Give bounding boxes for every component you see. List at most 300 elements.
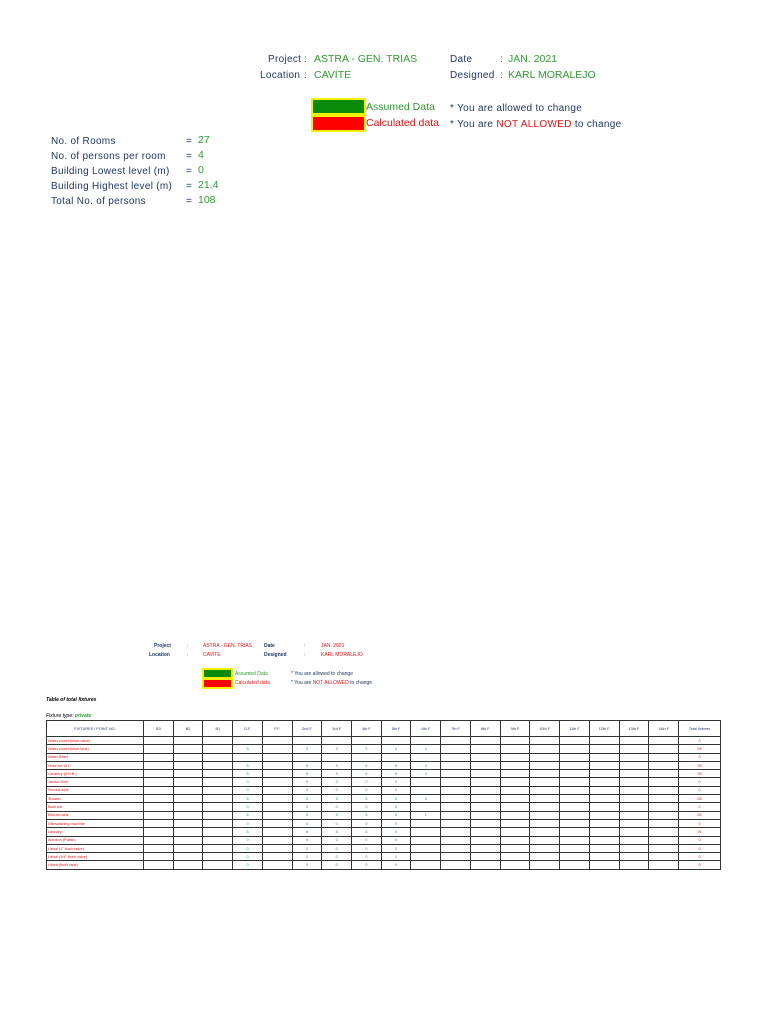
date-value: JAN. 2021 (508, 53, 558, 65)
table-cell (144, 861, 174, 869)
table-cell (173, 861, 203, 869)
table-cell (173, 811, 203, 819)
table-cell: 5 (352, 770, 382, 778)
table-cell (173, 803, 203, 811)
assumed-label: Assumed Data (366, 101, 435, 113)
table-cell (470, 853, 500, 861)
table-cell: 0 (322, 786, 352, 794)
table-cell (589, 786, 619, 794)
date-label-small: Date (264, 643, 275, 649)
table-cell (589, 819, 619, 827)
table-cell: 0 (292, 803, 322, 811)
table-cell (500, 786, 530, 794)
table-cell (441, 761, 471, 769)
table-cell (470, 844, 500, 852)
calculated-label-small: Calculated data (235, 680, 270, 686)
table-cell (203, 844, 233, 852)
table-cell: 3 (411, 770, 441, 778)
table-cell (649, 853, 679, 861)
location-label: Location (260, 70, 301, 81)
table-row (47, 853, 721, 861)
param-eq: = (186, 136, 193, 147)
table-cell (649, 737, 679, 745)
table-cell (560, 745, 590, 753)
table-cell (233, 753, 263, 761)
column-header: 5th F (381, 721, 411, 737)
table-cell (619, 786, 649, 794)
table-cell (530, 803, 560, 811)
table-cell (560, 844, 590, 852)
table-cell (530, 761, 560, 769)
table-cell (203, 737, 233, 745)
table-cell: 0 (381, 844, 411, 852)
table-cell (619, 811, 649, 819)
table-cell (649, 803, 679, 811)
table-cell (530, 853, 560, 861)
location-label-small: Location (149, 652, 170, 658)
param-value: 27 (198, 134, 210, 146)
total-cell: 0 (679, 786, 721, 794)
table-cell (470, 836, 500, 844)
table-cell: 5 (322, 761, 352, 769)
param-eq: = (186, 166, 193, 177)
table-cell (441, 786, 471, 794)
table-cell (233, 737, 263, 745)
table-cell: 0 (381, 853, 411, 861)
table-cell (500, 737, 530, 745)
table-cell (649, 786, 679, 794)
param-label: No. of Rooms (51, 136, 116, 147)
table-cell: 0 (352, 861, 382, 869)
table-cell (411, 778, 441, 786)
param-label: Total No. of persons (51, 196, 146, 207)
fixture-name: Service sink (47, 786, 144, 794)
table-cell (589, 844, 619, 852)
table-cell: 5 (381, 811, 411, 819)
table-cell: 1 (411, 811, 441, 819)
table-cell (262, 819, 292, 827)
table-cell (262, 770, 292, 778)
table-cell (173, 844, 203, 852)
table-cell: 0 (233, 778, 263, 786)
table-header-row (47, 721, 721, 737)
table-cell (560, 836, 590, 844)
table-cell (262, 853, 292, 861)
table-cell (144, 836, 174, 844)
total-cell: 28 (679, 761, 721, 769)
colon: : (304, 652, 306, 658)
total-cell: 26 (679, 811, 721, 819)
table-cell (441, 753, 471, 761)
designed-value-small: KARL MORALEJO (321, 652, 363, 658)
table-row (47, 828, 721, 836)
table-cell (589, 803, 619, 811)
table-cell (500, 861, 530, 869)
table-cell (441, 811, 471, 819)
table-cell (441, 819, 471, 827)
table-cell (500, 761, 530, 769)
table-cell (262, 836, 292, 844)
column-header: 3rd F (322, 721, 352, 737)
table-cell (649, 844, 679, 852)
table-cell: 3 (411, 745, 441, 753)
table-cell (470, 745, 500, 753)
table-cell (530, 778, 560, 786)
table-cell (292, 737, 322, 745)
table-cell (173, 761, 203, 769)
fixture-type-row: Fixture type: private (46, 713, 92, 719)
table-cell: 0 (292, 819, 322, 827)
table-cell (530, 836, 560, 844)
table-cell (203, 819, 233, 827)
table-cell: 0 (292, 836, 322, 844)
total-cell: 28 (679, 745, 721, 753)
table-cell: 5 (292, 745, 322, 753)
table-cell: 5 (292, 770, 322, 778)
colon: : (304, 70, 308, 81)
table-cell (441, 770, 471, 778)
column-header-fixtures: FIXTURES / POINT NO. (47, 721, 144, 737)
location-value-small: CAVITE (203, 652, 221, 658)
table-cell (262, 786, 292, 794)
table-cell (203, 853, 233, 861)
param-label: Building Highest level (m) (51, 181, 173, 192)
table-row (47, 761, 721, 769)
table-cell (530, 737, 560, 745)
total-cell: 0 (679, 753, 721, 761)
table-row (47, 861, 721, 869)
table-cell (173, 795, 203, 803)
column-header: 7th F (441, 721, 471, 737)
fixture-name: Urinal (flush tank) (47, 861, 144, 869)
table-cell (262, 753, 292, 761)
table-cell (619, 770, 649, 778)
table-cell (619, 753, 649, 761)
project-value-small: ASTRA - GEN. TRIAS (203, 643, 253, 649)
table-cell (441, 853, 471, 861)
table-cell (441, 737, 471, 745)
table-cell: 0 (352, 778, 382, 786)
table-cell: 5 (352, 811, 382, 819)
table-cell (322, 753, 352, 761)
table-cell: 5 (233, 811, 263, 819)
table-cell (470, 811, 500, 819)
table-cell (144, 778, 174, 786)
table-cell: 0 (233, 803, 263, 811)
table-cell (589, 770, 619, 778)
table-cell (530, 753, 560, 761)
column-header: Total fixtures (679, 721, 721, 737)
table-cell: 0 (233, 819, 263, 827)
project-label-small: Project (154, 643, 171, 649)
colon: : (500, 70, 504, 81)
total-cell: 0 (679, 778, 721, 786)
table-cell: 0 (322, 778, 352, 786)
designed-label-small: Designed (264, 652, 287, 658)
designed-value: KARL MORALEJO (508, 69, 596, 81)
table-cell (589, 853, 619, 861)
table-cell (262, 737, 292, 745)
table-cell: 0 (233, 836, 263, 844)
table-cell (560, 803, 590, 811)
table-cell (173, 828, 203, 836)
table-cell (530, 770, 560, 778)
total-cell: 0 (679, 844, 721, 852)
table-cell (500, 811, 530, 819)
table-cell (411, 737, 441, 745)
fixture-name: Urinal (1" flush valve) (47, 844, 144, 852)
table-row (47, 803, 721, 811)
column-header: 14th F (649, 721, 679, 737)
table-cell (203, 795, 233, 803)
table-cell (560, 786, 590, 794)
table-cell (500, 795, 530, 803)
table-cell: 0 (322, 803, 352, 811)
allowed-note-small: * You are allowed to change (291, 671, 353, 677)
calculated-swatch-small (202, 678, 233, 689)
table-cell (649, 819, 679, 827)
table-cell (173, 786, 203, 794)
table-cell (500, 745, 530, 753)
column-header: 8th F (470, 721, 500, 737)
table-cell (173, 753, 203, 761)
table-cell: 5 (352, 745, 382, 753)
table-cell: 5 (381, 795, 411, 803)
table-cell (441, 745, 471, 753)
table-cell (411, 844, 441, 852)
not-allowed-note-small: * You are NOT ALLOWED to change (291, 680, 373, 686)
table-cell: 5 (233, 745, 263, 753)
column-header: 11th F (560, 721, 590, 737)
table-cell (589, 836, 619, 844)
table-cell (500, 819, 530, 827)
column-header: 6th F (411, 721, 441, 737)
table-cell (530, 819, 560, 827)
table-cell: 0 (292, 853, 322, 861)
table-cell: 0 (352, 803, 382, 811)
table-cell (470, 753, 500, 761)
table-cell (203, 770, 233, 778)
param-value: 0 (198, 164, 204, 176)
table-cell: 0 (322, 836, 352, 844)
table-cell: 5 (233, 795, 263, 803)
table-cell (589, 861, 619, 869)
table-cell (144, 737, 174, 745)
table-cell: 0 (352, 819, 382, 827)
table-cell (352, 753, 382, 761)
table-cell: 5 (352, 795, 382, 803)
not-allowed-note: * You are NOT ALLOWED to change (450, 119, 622, 130)
table-row (47, 753, 721, 761)
total-cell: 0 (679, 861, 721, 869)
table-cell (649, 828, 679, 836)
column-header: G.F. (233, 721, 263, 737)
column-header: 4th F (352, 721, 382, 737)
table-cell (470, 786, 500, 794)
table-cell (500, 844, 530, 852)
table-cell (173, 819, 203, 827)
table-cell (649, 811, 679, 819)
colon: : (187, 643, 189, 649)
table-cell (500, 753, 530, 761)
table-cell (530, 828, 560, 836)
table-cell (411, 753, 441, 761)
table-cell: 5 (381, 828, 411, 836)
table-cell (144, 795, 174, 803)
table-cell: 5 (322, 811, 352, 819)
table-cell: 0 (381, 778, 411, 786)
table-cell (530, 795, 560, 803)
table-cell: 5 (352, 828, 382, 836)
table-cell (589, 737, 619, 745)
table-cell: 5 (381, 770, 411, 778)
table-cell (619, 778, 649, 786)
table-cell: 0 (381, 803, 411, 811)
table-cell: 0 (352, 786, 382, 794)
table-cell (381, 753, 411, 761)
table-cell (649, 861, 679, 869)
table-cell (203, 836, 233, 844)
table-cell: 0 (292, 861, 322, 869)
table-cell (203, 803, 233, 811)
fixture-name: Water closet (flush tank) (47, 745, 144, 753)
table-cell (619, 853, 649, 861)
table-cell (173, 737, 203, 745)
column-header: 9th F (500, 721, 530, 737)
table-cell (203, 861, 233, 869)
table-cell (470, 803, 500, 811)
param-value: 108 (198, 194, 216, 206)
table-cell (203, 786, 233, 794)
table-cell: 5 (292, 811, 322, 819)
table-cell (262, 745, 292, 753)
colon: : (304, 643, 306, 649)
table-cell: 0 (352, 853, 382, 861)
table-cell: 0 (322, 861, 352, 869)
table-cell: 0 (381, 836, 411, 844)
table-cell (470, 795, 500, 803)
table-cell (411, 853, 441, 861)
table-cell (560, 811, 590, 819)
table-cell (441, 861, 471, 869)
table-cell (262, 861, 292, 869)
table-cell (144, 803, 174, 811)
table-cell (589, 745, 619, 753)
table-cell (530, 861, 560, 869)
table-cell: 5 (233, 761, 263, 769)
param-eq: = (186, 196, 193, 207)
table-cell (560, 853, 590, 861)
table-cell (144, 828, 174, 836)
table-cell (203, 811, 233, 819)
column-header: 13th F (619, 721, 649, 737)
table-cell (203, 778, 233, 786)
table-cell (411, 819, 441, 827)
table-cell (619, 737, 649, 745)
table-cell (560, 861, 590, 869)
table-cell: 0 (352, 844, 382, 852)
table-cell (292, 753, 322, 761)
calculated-swatch (311, 115, 366, 132)
total-cell: 0 (679, 819, 721, 827)
colon: : (187, 652, 189, 658)
table-cell (262, 844, 292, 852)
table-row (47, 778, 721, 786)
table-row (47, 795, 721, 803)
param-eq: = (186, 151, 193, 162)
fixture-name: Water closet (flush valve) (47, 737, 144, 745)
table-cell: 5 (233, 828, 263, 836)
table-cell (144, 844, 174, 852)
table-cell: 0 (292, 844, 322, 852)
table-cell (500, 803, 530, 811)
param-value: 21.4 (198, 179, 219, 191)
calculated-label: Calculated data (366, 117, 439, 129)
table-cell: 0 (381, 786, 411, 794)
table-cell (649, 795, 679, 803)
table-cell (589, 761, 619, 769)
table-row (47, 819, 721, 827)
table-row (47, 770, 721, 778)
table-cell: 0 (233, 786, 263, 794)
table-cell (470, 770, 500, 778)
table-cell: 0 (292, 786, 322, 794)
table-cell (530, 786, 560, 794)
table-cell (411, 786, 441, 794)
table-cell: 0 (233, 861, 263, 869)
table-row (47, 844, 721, 852)
table-cell: 5 (292, 761, 322, 769)
param-label: Building Lowest level (m) (51, 166, 170, 177)
date-label: Date (450, 54, 473, 65)
table-cell (411, 861, 441, 869)
table-cell (619, 844, 649, 852)
table-cell (441, 828, 471, 836)
table-cell (589, 795, 619, 803)
table-cell: 5 (381, 761, 411, 769)
table-cell (411, 803, 441, 811)
total-cell: 26 (679, 828, 721, 836)
table-cell: 5 (292, 828, 322, 836)
table-cell (589, 753, 619, 761)
table-cell (530, 844, 560, 852)
table-cell (352, 737, 382, 745)
param-label: No. of persons per room (51, 151, 166, 162)
table-cell: 5 (233, 770, 263, 778)
table-row (47, 737, 721, 745)
table-cell (173, 853, 203, 861)
table-cell (411, 836, 441, 844)
table-cell (262, 828, 292, 836)
table-cell (144, 811, 174, 819)
table-cell (500, 778, 530, 786)
table-cell (144, 761, 174, 769)
fixtures-table (46, 720, 721, 870)
table-cell (560, 753, 590, 761)
table-cell (203, 745, 233, 753)
table-cell (619, 803, 649, 811)
table-cell: 5 (322, 745, 352, 753)
assumed-swatch (311, 98, 366, 115)
allowed-note: * You are allowed to change (450, 103, 583, 114)
table-cell (649, 770, 679, 778)
table-cell (649, 836, 679, 844)
column-header: F.F. (262, 721, 292, 737)
fixture-name: Shower (47, 795, 144, 803)
table-cell (144, 853, 174, 861)
table-cell (144, 745, 174, 753)
colon: : (304, 54, 308, 65)
